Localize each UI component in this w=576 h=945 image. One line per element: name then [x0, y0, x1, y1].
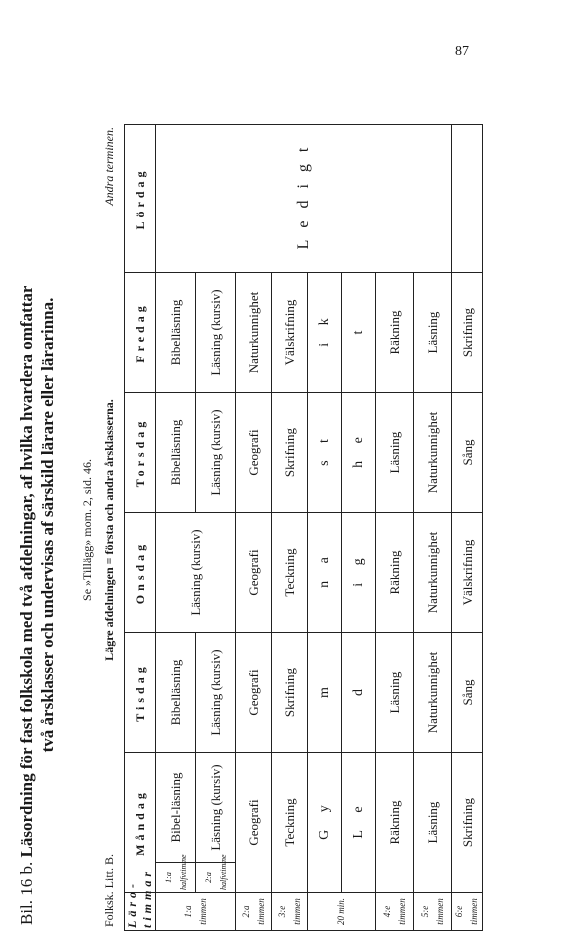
cell: Läsning: [414, 753, 452, 893]
cell: Skrifning: [452, 273, 483, 393]
page-number: 87: [455, 44, 469, 59]
hour-label: 3:e timmen: [272, 893, 308, 931]
day-header-thursday: Torsdag: [125, 393, 156, 513]
cell: Läsning (kursiv): [196, 633, 236, 753]
spaced-letter-cell: s t: [308, 393, 342, 513]
spaced-letter-cell: h e: [342, 393, 376, 513]
cell: Läsning: [414, 273, 452, 393]
term-label: Andra terminen.: [102, 127, 116, 206]
cell: Välskrifning: [272, 273, 308, 393]
reference-note: Se »Tillägg» mom. 2, sid. 46.: [80, 459, 94, 601]
cell: Läsning: [376, 633, 414, 753]
cell: Geografi: [236, 753, 272, 893]
table-row: [452, 125, 483, 931]
table-row: [156, 125, 196, 931]
cell: Bibelläsning: [156, 633, 196, 753]
timetable: [124, 124, 483, 931]
header-row: [125, 125, 156, 931]
title-line-2: två årsklasser och undervisas af särskild lärare eller lärarinna.: [38, 297, 57, 753]
cell: Naturkunnighet: [414, 513, 452, 633]
empty-cell: [452, 125, 483, 273]
hour-label: 6:e timmen: [452, 893, 483, 931]
half-hour-label: 2:a halfvtimme: [196, 863, 236, 893]
document-title: [16, 125, 58, 925]
appendix-number: Bil. 16 b.: [17, 861, 36, 925]
cell: Räkning: [376, 513, 414, 633]
cell: Räkning: [376, 273, 414, 393]
saturday-cell: L e d i g t: [156, 125, 452, 273]
cell: Läsning (kursiv): [196, 273, 236, 393]
cell: Välskrifning: [452, 513, 483, 633]
rotated-page-content: [0, 115, 490, 945]
day-header-tuesday: Tisdag: [125, 633, 156, 753]
day-header-saturday: Lördag: [125, 125, 156, 273]
cell: Läsning: [376, 393, 414, 513]
cell: Sång: [452, 633, 483, 753]
day-header-wednesday: Onsdag: [125, 513, 156, 633]
cell: Läsning (kursiv): [196, 393, 236, 513]
spaced-letter-cell: t: [342, 273, 376, 393]
day-header-friday: Fredag: [125, 273, 156, 393]
cell: Skrifning: [452, 753, 483, 893]
school-class-label: Folksk. Litt. B.: [102, 853, 116, 927]
spaced-letter-cell: G y: [308, 753, 342, 893]
cell: Skrifning: [272, 393, 308, 513]
spaced-letter-cell: n a: [308, 513, 342, 633]
spaced-letter-cell: d: [342, 633, 376, 753]
table-caption-row: [102, 115, 120, 945]
spaced-letter-cell: i k: [308, 273, 342, 393]
hour-label: 2:a timmen: [236, 893, 272, 931]
cell: Teckning: [272, 513, 308, 633]
cell: Geografi: [236, 633, 272, 753]
cell: Naturkunnighet: [414, 393, 452, 513]
spaced-letter-cell: i g: [342, 513, 376, 633]
cell: Räkning: [376, 753, 414, 893]
cell: Teckning: [272, 753, 308, 893]
hours-header: Läro-timmar: [125, 893, 156, 931]
half-hour-label: 1:a halfvtimme: [156, 863, 196, 893]
cell: Geografi: [236, 513, 272, 633]
hour-label: 4:e timmen: [376, 893, 414, 931]
division-label: Lägre afdelningen = första och andra årsklasserna.: [102, 399, 116, 661]
hour-label: 5:e timmen: [414, 893, 452, 931]
title-line-1: Läsordning för fast folkskola med två afdelningar, af hvilka hvardera omfattar: [17, 285, 36, 858]
day-header-monday: Måndag: [125, 753, 156, 893]
cell: Bibelläsning: [156, 393, 196, 513]
cell: Bibelläsning: [156, 273, 196, 393]
hour-label: 1:a timmen: [156, 893, 236, 931]
cell: Sång: [452, 393, 483, 513]
cell: Naturkunnighet: [414, 633, 452, 753]
spaced-letter-cell: L e: [342, 753, 376, 893]
hour-label: 20 min.: [308, 893, 376, 931]
cell: Bibel-läsning: [156, 753, 196, 863]
cell: Läsning (kursiv): [156, 513, 236, 633]
cell: Naturkunnighet: [236, 273, 272, 393]
cell: Läsning (kursiv): [196, 753, 236, 863]
spaced-letter-cell: m: [308, 633, 342, 753]
cell: Geografi: [236, 393, 272, 513]
cell: Skrifning: [272, 633, 308, 753]
